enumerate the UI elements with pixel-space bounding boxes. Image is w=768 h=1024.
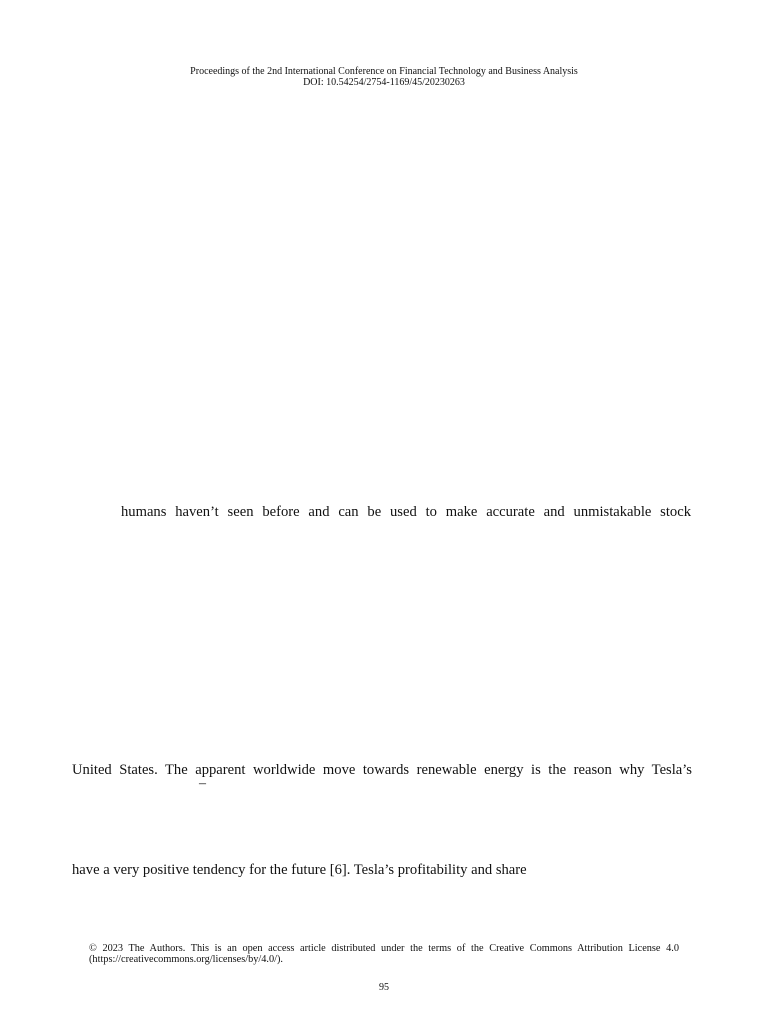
body-text-line: have a very positive tendency for the future [6]. Tesla’s profitability and share [72, 862, 527, 878]
doi-line: DOI: 10.54254/2754-1169/45/20230263 [303, 77, 465, 88]
page-number: 95 [379, 982, 389, 993]
dash-mark: – [199, 776, 206, 791]
license-text: © 2023 The Authors. This is an open access article distributed under the terms of the Creative Commons Attribution License 4.0 [89, 943, 679, 954]
body-text-line: United States. The apparent worldwide move towards renewable energy is the reason why Tesla’s [72, 762, 692, 778]
license-link: (https://creativecommons.org/licenses/by/4.0/). [89, 954, 283, 965]
license-footnote [89, 943, 679, 965]
body-text-line: humans haven’t seen before and can be used to make accurate and unmistakable stock [121, 504, 691, 520]
proceedings-title: Proceedings of the 2nd International Conference on Financial Technology and Business Analysis [190, 66, 578, 77]
running-header [0, 66, 768, 88]
